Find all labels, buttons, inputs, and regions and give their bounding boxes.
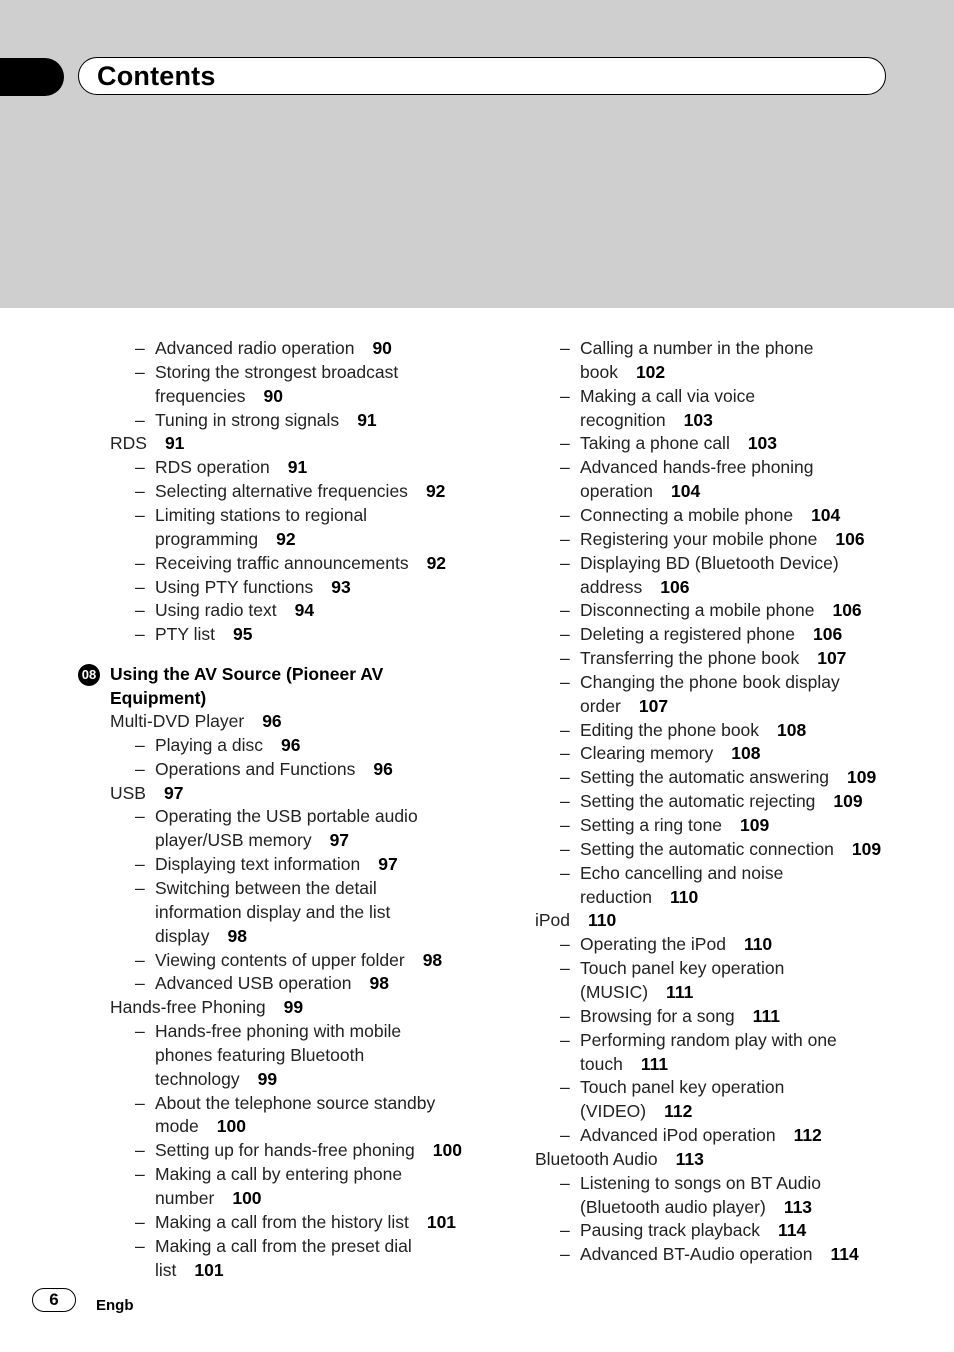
toc-dash: – [135, 481, 145, 502]
toc-entry-text: mode [155, 1116, 199, 1137]
toc-dash: – [560, 1125, 570, 1146]
toc-page-number: 104 [811, 504, 841, 525]
toc-subentry[interactable] [580, 1218, 806, 1242]
toc-subentry[interactable] [580, 336, 814, 360]
toc-subentry[interactable] [580, 431, 777, 455]
toc-page-number: 107 [638, 695, 669, 716]
toc-entry-text: touch [580, 1053, 623, 1074]
toc-entry-text: Touch panel key operation [580, 1077, 785, 1098]
toc-entry-text: (Bluetooth audio player) [580, 1196, 766, 1217]
toc-entry-text: (VIDEO) [580, 1101, 647, 1122]
toc-entry-text: operation [580, 481, 653, 502]
toc-section-entry[interactable] [110, 709, 282, 733]
toc-entry-text: Transferring the phone book [580, 648, 800, 669]
toc-dash: – [135, 1211, 145, 1232]
toc-subentry[interactable] [580, 1195, 812, 1219]
toc-entry-text: Taking a phone call [580, 433, 730, 454]
toc-page-number: 98 [422, 949, 443, 970]
toc-page-number: 95 [232, 624, 253, 645]
toc-subentry[interactable] [580, 360, 665, 384]
toc-dash: – [560, 767, 570, 788]
toc-entry-text: Setting the automatic rejecting [580, 791, 816, 812]
toc-dash: – [560, 1077, 570, 1098]
toc-entry-text: Clearing memory [580, 743, 714, 764]
toc-entry-text: Making a call from the history list [155, 1211, 409, 1232]
toc-dash: – [560, 1220, 570, 1241]
toc-dash: – [135, 806, 145, 827]
toc-page-number: 98 [369, 973, 389, 994]
toc-page-number: 91 [357, 409, 377, 430]
toc-subentry[interactable] [580, 527, 865, 551]
header-band [0, 0, 954, 308]
toc-dash: – [560, 743, 570, 764]
toc-subentry[interactable] [580, 980, 693, 1004]
toc-entry-text: Registering your mobile phone [580, 528, 818, 549]
toc-subentry[interactable] [155, 971, 389, 995]
toc-entry-text: Operating the USB portable audio [155, 806, 418, 827]
toc-entry-text: information display and the list [155, 901, 391, 922]
toc-dash: – [560, 862, 570, 883]
toc-entry-text: book [580, 361, 618, 382]
toc-page-number: 111 [752, 1005, 780, 1026]
toc-subentry[interactable] [580, 837, 881, 861]
toc-subentry[interactable] [580, 503, 840, 527]
toc-entry-text: address [580, 576, 643, 597]
toc-page-number: 106 [835, 528, 865, 549]
toc-subentry[interactable] [155, 1114, 246, 1138]
toc-page-number: 114 [777, 1220, 807, 1241]
toc-subentry[interactable] [580, 741, 760, 765]
toc-entry-text: Making a call from the preset dial [155, 1235, 412, 1256]
toc-entry-text: RDS operation [155, 457, 270, 478]
toc-page-number: 114 [830, 1244, 859, 1265]
toc-subentry[interactable] [155, 1019, 401, 1043]
toc-page-number: 109 [740, 815, 770, 835]
toc-entry-text: Multi-DVD Player [110, 711, 245, 731]
toc-dash: – [135, 576, 145, 597]
chapter-heading-line-1: Using the AV Source (Pioneer AV [110, 664, 384, 684]
toc-subentry[interactable] [580, 885, 698, 909]
toc-dash: – [135, 624, 145, 645]
toc-subentry[interactable] [580, 932, 772, 956]
toc-entry-text: Editing the phone book [580, 719, 760, 740]
toc-dash: – [560, 815, 570, 835]
toc-subentry[interactable] [580, 1242, 859, 1266]
toc-entry-text: Storing the strongest broadcast [155, 361, 399, 382]
toc-dash: – [135, 734, 145, 755]
toc-subentry[interactable] [580, 1028, 837, 1052]
toc-dash: – [135, 409, 145, 430]
toc-dash: – [135, 338, 145, 358]
toc-page-number: 110 [670, 886, 699, 907]
toc-subentry[interactable] [580, 861, 783, 885]
toc-entry-text: Echo cancelling and noise [580, 862, 784, 883]
toc-entry-text: Playing a disc [155, 734, 263, 755]
chapter-number-badge: 08 [78, 664, 100, 686]
toc-subentry[interactable] [155, 876, 377, 900]
toc-subentry[interactable] [155, 757, 393, 781]
toc-page-number: 98 [227, 925, 247, 946]
toc-subentry[interactable] [580, 575, 689, 599]
toc-entry-text: frequencies [155, 385, 246, 406]
section-tab [0, 58, 64, 96]
toc-entry-text: Bluetooth Audio [535, 1148, 658, 1169]
toc-dash: – [560, 1029, 570, 1050]
toc-dash: – [560, 433, 570, 454]
toc-page-number: 91 [287, 457, 308, 478]
toc-dash: – [560, 934, 570, 955]
toc-dash: – [560, 791, 570, 812]
toc-page-number: 108 [731, 743, 761, 764]
toc-entry-text: Advanced USB operation [155, 973, 352, 994]
toc-dash: – [135, 1164, 145, 1185]
toc-page-number: 111 [640, 1053, 669, 1074]
toc-entry-text: programming [155, 528, 259, 549]
toc-page-number: 113 [675, 1148, 704, 1169]
toc-subentry[interactable] [580, 1075, 784, 1099]
toc-dash: – [560, 958, 570, 979]
toc-page-number: 97 [163, 782, 184, 803]
toc-page-number: 96 [373, 758, 393, 779]
toc-page-number: 100 [432, 1140, 462, 1161]
toc-entry-text: Pausing track playback [580, 1220, 760, 1241]
toc-page-number: 112 [664, 1101, 693, 1122]
toc-dash: – [135, 552, 145, 573]
toc-subentry[interactable] [155, 384, 283, 408]
toc-subentry[interactable] [155, 575, 351, 599]
toc-page-number: 110 [588, 910, 617, 931]
toc-entry-text: Deleting a registered phone [580, 624, 796, 645]
toc-page-number: 109 [833, 791, 863, 812]
toc-dash: – [560, 504, 570, 525]
toc-subentry[interactable] [155, 1234, 412, 1258]
toc-subentry[interactable] [155, 551, 446, 575]
toc-page-number: 96 [280, 734, 301, 755]
toc-subentry[interactable] [155, 503, 367, 527]
toc-subentry[interactable] [155, 1186, 262, 1210]
toc-page-number: 97 [378, 854, 398, 875]
toc-entry-text: technology [155, 1068, 240, 1089]
toc-section-entry[interactable] [110, 431, 184, 455]
toc-dash: – [135, 1021, 145, 1042]
toc-entry-text: Limiting stations to regional [155, 504, 368, 525]
toc-page-number: 101 [426, 1211, 457, 1232]
toc-entry-text: Making a call via voice [580, 385, 756, 406]
toc-subentry[interactable] [580, 765, 876, 789]
toc-entry-text: player/USB memory [155, 830, 312, 851]
toc-dash: – [135, 854, 145, 875]
toc-dash: – [135, 600, 145, 621]
toc-entry-text: Calling a number in the phone [580, 338, 814, 358]
toc-entry-text: Receiving traffic announcements [155, 552, 409, 573]
toc-subentry[interactable] [155, 1043, 364, 1067]
toc-subentry[interactable] [155, 408, 377, 432]
toc-subentry[interactable] [155, 1210, 456, 1234]
toc-entry-text: About the telephone source standby [155, 1092, 436, 1113]
toc-dash: – [135, 877, 145, 898]
language-code: Engb [96, 1297, 134, 1314]
toc-subentry[interactable] [155, 1162, 402, 1186]
toc-section-entry[interactable] [535, 908, 616, 932]
toc-dash: – [135, 758, 145, 779]
toc-dash: – [560, 719, 570, 740]
toc-subentry[interactable] [155, 622, 252, 646]
toc-dash: – [560, 624, 570, 645]
toc-entry-text: Advanced radio operation [155, 338, 355, 358]
toc-subentry[interactable] [580, 1123, 822, 1147]
toc-page-number: 103 [683, 409, 713, 430]
toc-subentry[interactable] [580, 694, 668, 718]
toc-entry-text: Switching between the detail [155, 877, 377, 898]
toc-subentry[interactable] [155, 360, 398, 384]
toc-subentry[interactable] [580, 956, 784, 980]
toc-section-entry[interactable] [110, 781, 183, 805]
toc-dash: – [560, 1005, 570, 1026]
toc-subentry[interactable] [580, 408, 713, 432]
toc-dash: – [135, 1092, 145, 1113]
toc-page-number: 92 [276, 528, 296, 549]
toc-page-number: 96 [262, 711, 282, 731]
toc-page-number: 99 [283, 997, 304, 1018]
toc-subentry[interactable] [580, 670, 840, 694]
toc-page-number: 93 [331, 576, 351, 597]
toc-entry-text: Browsing for a song [580, 1005, 735, 1026]
toc-entry-text: Advanced hands-free phoning [580, 457, 814, 478]
toc-subentry[interactable] [580, 479, 700, 503]
toc-page-number: 113 [783, 1196, 813, 1217]
toc-entry-text: Operations and Functions [155, 758, 356, 779]
toc-dash: – [560, 385, 570, 406]
toc-subentry[interactable] [155, 804, 418, 828]
toc-dash: – [135, 504, 145, 525]
toc-entry-text: reduction [580, 886, 652, 907]
toc-dash: – [560, 671, 570, 692]
toc-subentry[interactable] [580, 622, 842, 646]
toc-dash: – [135, 361, 145, 382]
toc-page-number: 90 [263, 385, 283, 406]
toc-entry-text: Changing the phone book display [580, 671, 840, 692]
toc-page-number: 99 [257, 1068, 278, 1089]
toc-dash: – [560, 338, 570, 358]
toc-subentry[interactable] [580, 551, 839, 575]
toc-subentry[interactable] [155, 1091, 435, 1115]
toc-entry-text: Advanced BT-Audio operation [580, 1244, 813, 1265]
toc-entry-text: Using radio text [155, 600, 277, 621]
toc-subentry[interactable] [155, 598, 314, 622]
toc-entry-text: Hands-free Phoning [110, 997, 266, 1018]
toc-dash: – [135, 1140, 145, 1161]
toc-subentry[interactable] [155, 455, 307, 479]
toc-entry-text: Performing random play with one [580, 1029, 837, 1050]
page-number: 6 [32, 1288, 76, 1312]
toc-entry-text: Setting the automatic answering [580, 767, 830, 788]
toc-page-number: 111 [666, 981, 694, 1002]
toc-dash: – [135, 457, 145, 478]
toc-entry-text: Displaying text information [155, 854, 361, 875]
toc-page-number: 112 [793, 1125, 822, 1146]
toc-subentry[interactable] [580, 598, 862, 622]
toc-subentry[interactable] [580, 646, 846, 670]
toc-dash: – [560, 457, 570, 478]
toc-entry-text: iPod [535, 910, 571, 931]
toc-entry-text: Listening to songs on BT Audio [580, 1172, 821, 1193]
toc-subentry[interactable] [155, 1067, 277, 1091]
toc-entry-text: Tuning in strong signals [155, 409, 340, 430]
toc-subentry[interactable] [155, 733, 300, 757]
toc-entry-text: Hands-free phoning with mobile [155, 1021, 402, 1042]
toc-page-number: 106 [813, 624, 843, 645]
toc-entry-text: Disconnecting a mobile phone [580, 600, 815, 621]
toc-entry-text: (MUSIC) [580, 981, 649, 1002]
toc-subentry[interactable] [155, 479, 445, 503]
toc-subentry[interactable] [580, 789, 863, 813]
toc-entry-text: PTY list [155, 624, 215, 645]
toc-page-number: 100 [232, 1188, 262, 1208]
toc-subentry[interactable] [155, 852, 398, 876]
toc-entry-text: phones featuring Bluetooth [155, 1044, 365, 1065]
toc-dash: – [560, 552, 570, 573]
toc-entry-text: list [155, 1259, 177, 1280]
title-frame [78, 57, 886, 95]
toc-entry-text: Touch panel key operation [580, 958, 785, 979]
toc-subentry[interactable] [155, 336, 392, 360]
toc-dash: – [560, 648, 570, 669]
toc-dash: – [135, 949, 145, 970]
toc-dash: – [560, 838, 570, 859]
toc-subentry[interactable] [155, 828, 349, 852]
toc-page-number: 106 [832, 600, 862, 621]
toc-page-number: 100 [216, 1116, 246, 1137]
toc-page-number: 106 [660, 576, 690, 597]
toc-entry-text: Connecting a mobile phone [580, 504, 794, 525]
toc-page-number: 109 [847, 767, 877, 788]
toc-dash: – [560, 600, 570, 621]
toc-entry-text: Using PTY functions [155, 576, 314, 597]
toc-page-number: 107 [817, 648, 847, 669]
toc-dash: – [135, 973, 145, 994]
toc-page-number: 108 [777, 719, 807, 740]
toc-subentry[interactable] [155, 1258, 224, 1282]
toc-entry-text: USB [110, 782, 146, 803]
toc-entry-text: Setting up for hands-free phoning [155, 1140, 415, 1161]
toc-subentry[interactable] [580, 1171, 821, 1195]
toc-subentry[interactable] [155, 527, 296, 551]
toc-subentry[interactable] [155, 948, 442, 972]
toc-page-number: 90 [372, 338, 392, 358]
toc-page-number: 94 [294, 600, 315, 621]
toc-page-number: 104 [670, 481, 701, 502]
toc-page-number: 102 [635, 361, 666, 382]
toc-entry-text: Selecting alternative frequencies [155, 481, 408, 502]
toc-page-number: 97 [329, 830, 350, 851]
toc-dash: – [560, 1172, 570, 1193]
toc-entry-text: RDS [110, 433, 147, 454]
toc-entry-text: recognition [580, 409, 666, 430]
toc-page-number: 103 [747, 433, 778, 454]
page-title: Contents [97, 61, 216, 91]
toc-subentry[interactable] [580, 1052, 668, 1076]
toc-subentry[interactable] [155, 900, 390, 924]
toc-subentry[interactable] [580, 1099, 692, 1123]
toc-subentry[interactable] [580, 813, 769, 837]
toc-subentry[interactable] [580, 384, 755, 408]
toc-entry-text: Setting the automatic connection [580, 838, 834, 859]
toc-entry-text: Making a call by entering phone [155, 1164, 403, 1185]
toc-subentry[interactable] [580, 1004, 780, 1028]
toc-page-number: 109 [851, 838, 882, 859]
toc-subentry[interactable] [580, 718, 806, 742]
chapter-heading-line-2: Equipment) [110, 688, 207, 708]
toc-entry-text: number [155, 1188, 215, 1208]
toc-entry-text: Operating the iPod [580, 934, 726, 955]
toc-dash: – [560, 1244, 570, 1265]
toc-page-number: 91 [164, 433, 185, 454]
toc-entry-text: display [155, 925, 210, 946]
toc-entry-text: Displaying BD (Bluetooth Device) [580, 552, 839, 573]
toc-dash: – [560, 528, 570, 549]
toc-subentry[interactable] [580, 455, 814, 479]
toc-entry-text: order [580, 695, 621, 716]
toc-page-number: 101 [194, 1259, 224, 1280]
toc-page-number: 110 [743, 934, 773, 955]
toc-entry-text: Advanced iPod operation [580, 1125, 776, 1146]
toc-section-entry[interactable] [110, 995, 303, 1019]
toc-page-number: 92 [425, 481, 446, 502]
toc-subentry[interactable] [155, 924, 247, 948]
toc-section-entry[interactable] [535, 1147, 704, 1171]
toc-entry-text: Viewing contents of upper folder [155, 949, 405, 970]
toc-entry-text: Setting a ring tone [580, 815, 723, 835]
toc-subentry[interactable] [155, 1138, 462, 1162]
toc-page-number: 92 [426, 552, 447, 573]
toc-dash: – [135, 1235, 145, 1256]
